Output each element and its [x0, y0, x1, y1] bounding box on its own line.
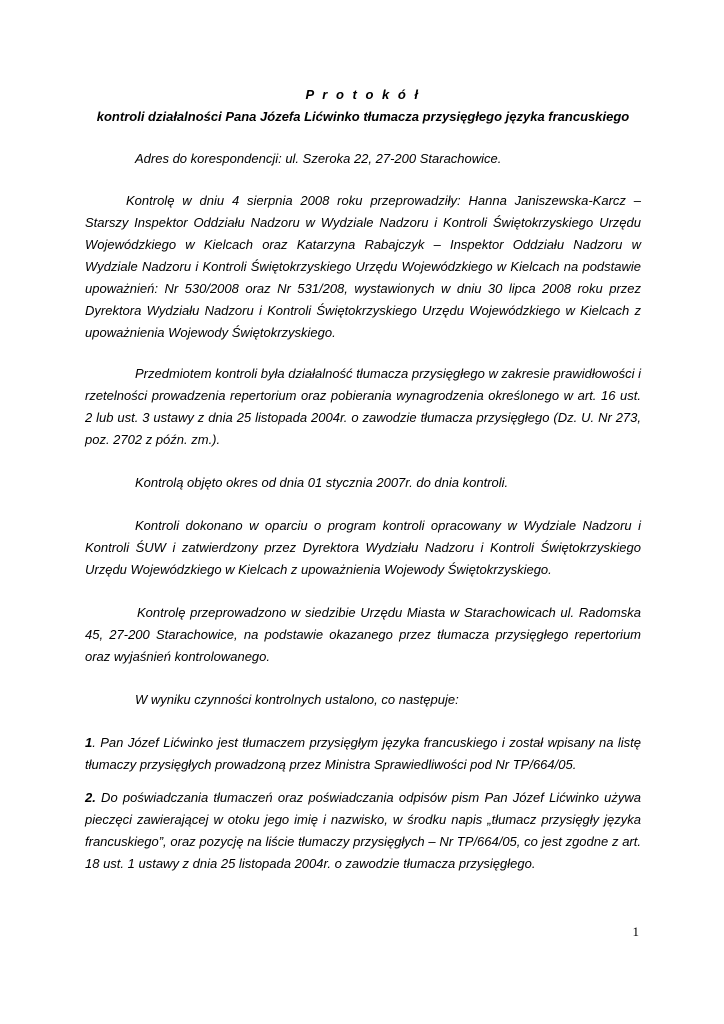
page-number: 1 — [632, 924, 639, 939]
finding-item — [85, 787, 641, 875]
finding-text: . Pan Józef Lićwinko jest tłumaczem przysięgłym języka francuskiego i został wpisany na listę tłumaczy przysięgłych prowadzoną przez Ministra Sprawiedliwości pod Nr TP/664/05. — [85, 735, 641, 772]
paragraph-program: Kontroli dokonano w oparciu o program kontroli opracowany w Wydziale Nadzoru i Kontroli ŚUW i zatwierdzony przez Dyrektora Wydziału Nadzoru i Kontroli Świętokrzyskiego Urzędu Wojewódzkiego w Kielcach z upoważnienia Wojewody Świętokrzyskiego. — [85, 518, 641, 577]
paragraph-inspectors: Kontrolę w dniu 4 sierpnia 2008 roku przeprowadziły: Hanna Janiszewska-Karcz – Starszy Inspektor Oddziału Nadzoru w Wydziale Nadzoru i Kontroli Świętokrzyskiego Urzędu Wojewódzkiego w Kielcach oraz Katarzyna Rabajczyk – Inspektor Oddziału Nadzoru w Wydziale Nadzoru i Kontroli Świętokrzyskiego Urzędu Wojewódzkiego w Kielcach na podstawie upoważnień: Nr 530/2008 oraz Nr 531/208, wystawionych w dniu 30 lipca 2008 roku przez Dyrektora Wydziału Nadzoru i Kontroli Świętokrzyskiego Urzędu Wojewódzkiego w Kielcach z upoważnienia Wojewody Świętokrzyskiego. — [85, 193, 641, 340]
paragraph-findings-intro: W wyniku czynności kontrolnych ustalono, co następuje: — [135, 692, 459, 707]
finding-text: Do poświadczania tłumaczeń oraz poświadczania odpisów pism Pan Józef Lićwinko używa pieczęci zawierającej w otoku jego imię i nazwisko, w środku napis „tłumacz przysięgły języka francuskiego”, oraz pozycję na liście tłumaczy przysięgłych – Nr TP/664/05, co jest zgodne z art. 18 ust. 1 ustawy z dnia 25 listopada 2004r. o zawodzie tłumacza przysięgłego. — [85, 790, 641, 871]
document-subtitle: kontroli działalności Pana Józefa Lićwinko tłumacza przysięgłego języka francuskiego — [96, 109, 630, 124]
paragraph-subject: Przedmiotem kontroli była działalność tłumacza przysięgłego w zakresie prawidłowości i rzetelności prowadzenia repertorium oraz pobierania wynagrodzenia określonego w art. 16 ust. 2 lub ust. 3 ustawy z dnia 25 listopada 2004r. o zawodzie tłumacza przysięgłego (Dz. U. Nr 273, poz. 2702 z późn. zm.). — [85, 366, 641, 447]
paragraph-period: Kontrolą objęto okres od dnia 01 stycznia 2007r. do dnia kontroli. — [135, 475, 509, 490]
document-page — [85, 84, 641, 875]
finding-item — [85, 732, 641, 776]
finding-number: 1 — [85, 735, 93, 750]
paragraph-location: Kontrolę przeprowadzono w siedzibie Urzędu Miasta w Starachowicach ul. Radomska 45, 27-200 Starachowice, na podstawie okazanego przez tłumacza przysięgłego repertorium oraz wyjaśnień kontrolowanego. — [85, 605, 641, 664]
correspondence-address: Adres do korespondencji: ul. Szeroka 22, 27-200 Starachowice. — [135, 151, 502, 166]
document-title: P r o t o k ó ł — [305, 87, 421, 102]
finding-number: 2. — [85, 790, 96, 805]
